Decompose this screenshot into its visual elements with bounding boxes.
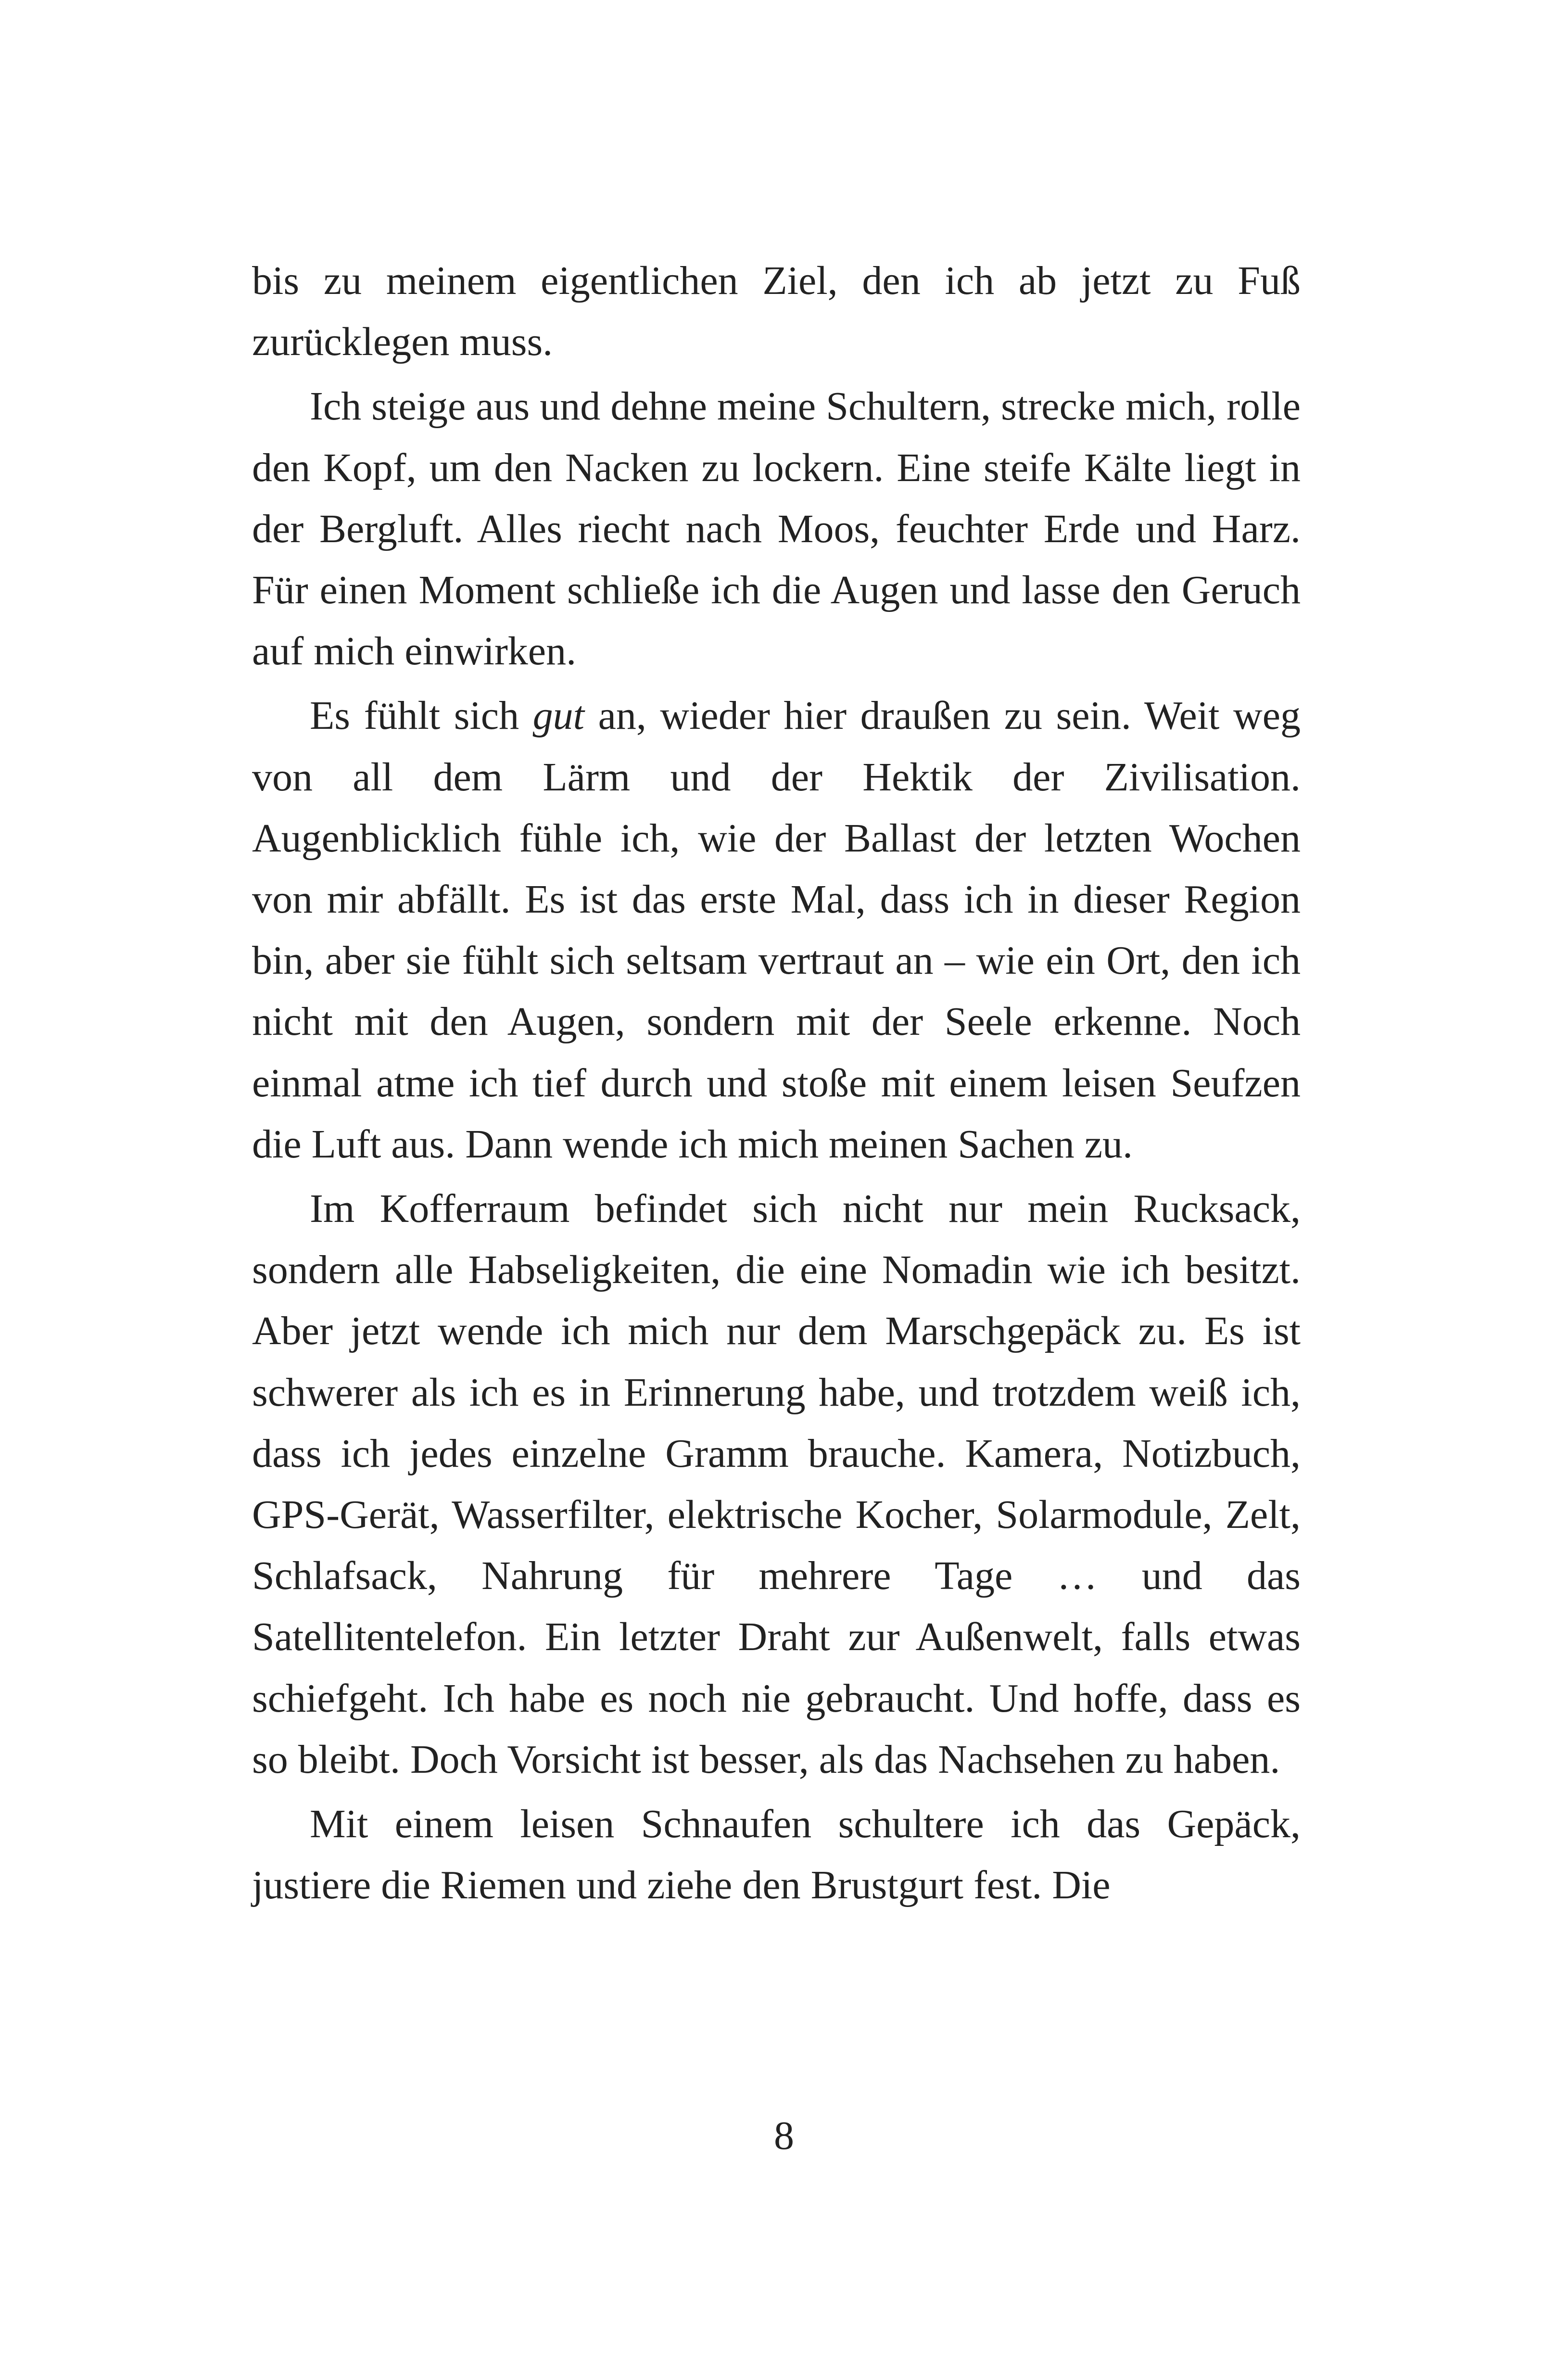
paragraph-1 xyxy=(252,250,1301,372)
body-text xyxy=(252,250,1301,1916)
paragraph-2 xyxy=(252,376,1301,682)
paragraph-5-text: Mit einem leisen Schnaufen schultere ich das Gepäck, justiere die Riemen und ziehe den Brustgurt fest. Die xyxy=(252,1802,1301,1908)
paragraph-1-text: bis zu meinem eigentlichen Ziel, den ich ab jetzt zu Fuß zurücklegen muss. xyxy=(252,258,1301,365)
paragraph-3-text-start: Es fühlt sich xyxy=(310,693,533,738)
paragraph-4 xyxy=(252,1178,1301,1790)
paragraph-5 xyxy=(252,1793,1301,1916)
paragraph-4-text: Im Kofferraum befindet sich nicht nur mein Rucksack, sondern alle Habseligkeiten, die eine Nomadin wie ich besitzt. Aber jetzt wende ich mich nur dem Marschgepäck zu. Es ist schwerer als ich es in Erinnerung habe, und trotzdem weiß ich, dass ich jedes einzelne Gramm brauche. Kamera, Notizbuch, GPS-Gerät, Wasserfilter, elektrische Kocher, Solarmodule, Zelt, Schlafsack, Nahrung für mehrere Tage … und das Satellitentelefon. Ein letzter Draht zur Außenwelt, falls etwas schiefgeht. Ich habe es noch nie gebraucht. Und hoffe, dass es so bleibt. Doch Vorsicht ist besser, als das Nachsehen zu haben. xyxy=(252,1186,1301,1782)
paragraph-2-text: Ich steige aus und dehne meine Schultern, strecke mich, rolle den Kopf, um den Nacken zu lockern. Eine steife Kälte liegt in der Bergluft. Alles riecht nach Moos, feuchter Erde und Harz. Für einen Moment schließe ich die Augen und lasse den Geruch auf mich einwirken. xyxy=(252,384,1301,674)
emphasized-word: gut xyxy=(532,693,584,738)
paragraph-3 xyxy=(252,685,1301,1175)
page-number: 8 xyxy=(774,2113,794,2158)
paragraph-3-text-rest: an, wieder hier draußen zu sein. Weit weg von all dem Lärm und der Hektik der Zivilisation. Augenblicklich fühle ich, wie der Ballast der letzten Wochen von mir abfällt. Es ist das erste Mal, dass ich in dieser Region bin, aber sie fühlt sich seltsam vertraut an – wie ein Ort, den ich nicht mit den Augen, sondern mit der Seele erkenne. Noch einmal atme ich tief durch und stoße mit einem leisen Seufzen die Luft aus. Dann wende ich mich meinen Sachen zu. xyxy=(252,693,1301,1167)
